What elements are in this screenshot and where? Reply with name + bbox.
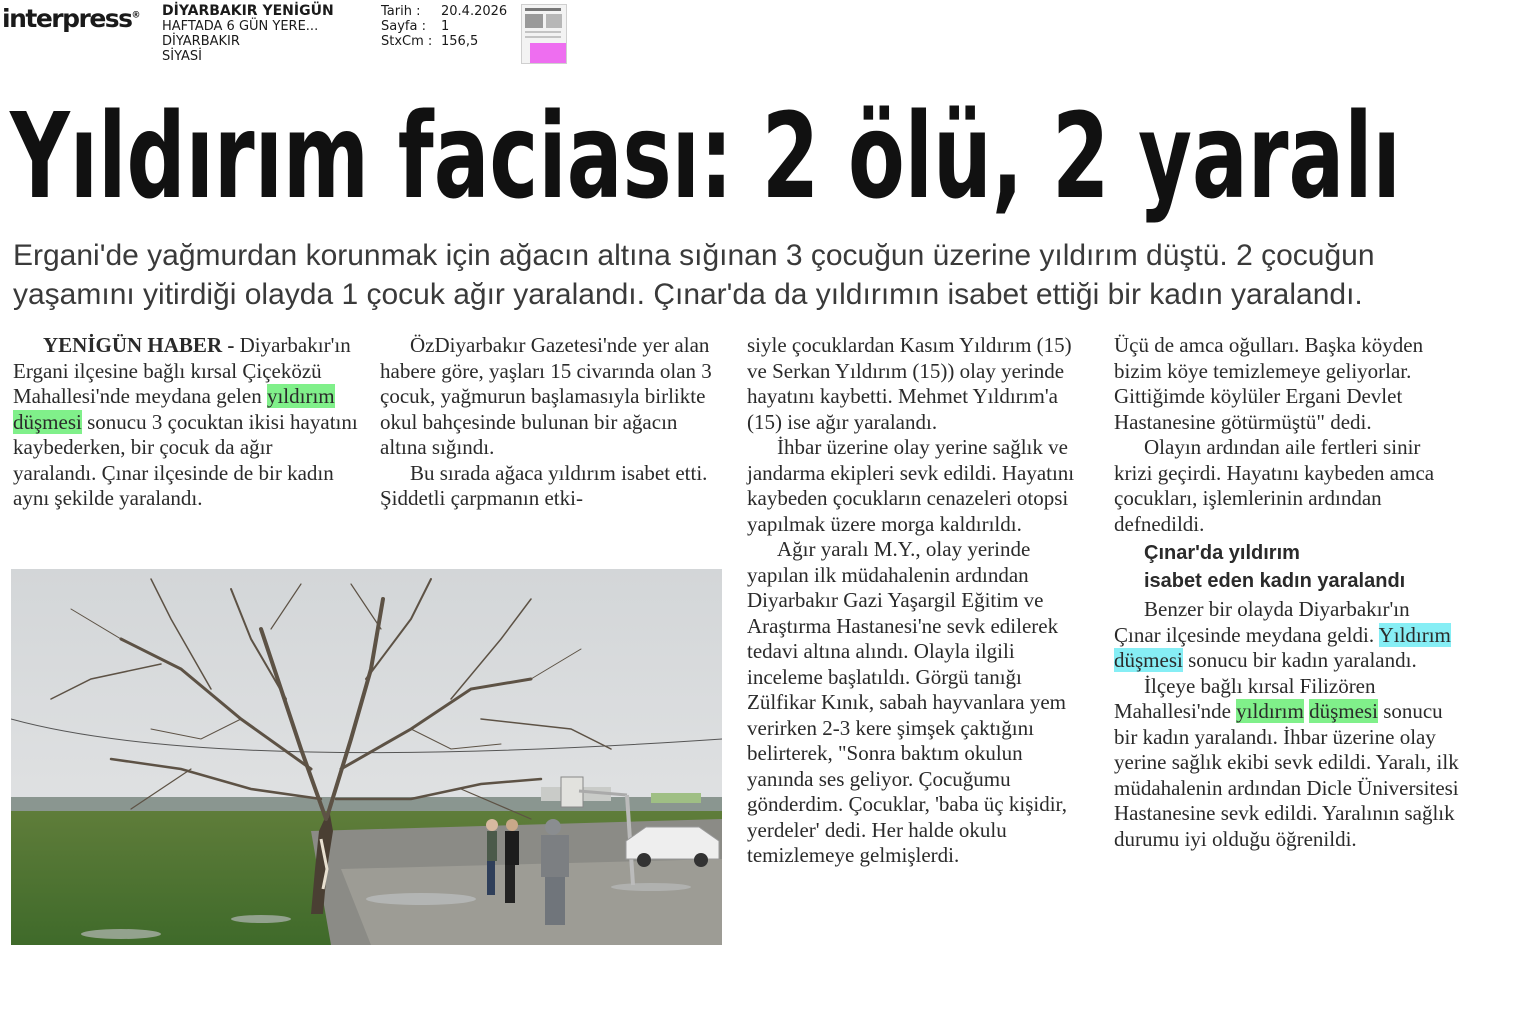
page-label: Sayfa : bbox=[381, 19, 426, 34]
paragraph: Bu sırada ağaca yıldırım isabet etti. Şiddetli çarpmanın etki- bbox=[380, 460, 708, 510]
search-highlight: Yıldırım bbox=[1378, 622, 1451, 647]
publication-city: DİYARBAKIR bbox=[162, 34, 240, 49]
paragraph: Ağır yaralı M.Y., olay yerinde yapılan ilk müdahalenin ardından Diyarbakır Gazi Yaşargil Eğitim ve Araştırma Hastanesi'ne sevk edilerek tedavi altına alındı. Olayla ilgili inceleme başlatıldı. Görgü tanığı Zülfikar Kınık, sabah hayvanlara yem verirken 2-3 kere şimşek çaktığını belirterek, "Sonra baktım okulun yanında ses geliyor. Çocuğumu gönderdim. Çocuklar, 'baba üç kişidir, yerdeler' dedi. Her halde okulu temizlemeye gelmişlerdi. bbox=[747, 537, 1067, 867]
paragraph: Üçü de amca oğulları. Başka köyden bizim köye temizlemeye geliyorlar. Gittiğimde köylüler Ergani Devlet Hastanesine götürmüştü" dedi. bbox=[1114, 333, 1424, 434]
interpress-logo: interpress® bbox=[2, 4, 141, 33]
search-highlight: düşmesi bbox=[1114, 648, 1183, 672]
clipping-meta bbox=[381, 4, 507, 49]
date-label: Tarih : bbox=[381, 4, 421, 19]
article-column-3 bbox=[747, 333, 1092, 869]
paragraph: İhbar üzerine olay yerine sağlık ve jandarma ekipleri sevk edildi. Hayatını kaybeden çocukların cenazeleri otopsi yapılmak üzere morga kaldırıldı. bbox=[747, 435, 1075, 536]
publication-name: DİYARBAKIR YENİGÜN bbox=[162, 3, 334, 19]
page-value: 1 bbox=[441, 19, 450, 34]
article-column-4 bbox=[1114, 333, 1459, 852]
publication-frequency: HAFTADA 6 GÜN YERE... bbox=[162, 19, 319, 34]
page-thumbnail[interactable] bbox=[521, 4, 567, 64]
paragraph: ÖzDiyarbakır Gazetesi'nde yer alan habere göre, yaşları 15 civarında olan 3 çocuk, yağmurun başlamasıyla birlikte okul bahçesinde bulunan bir ağacın altına sığındı. bbox=[380, 333, 712, 459]
paragraph: İlçeye bağlı kırsal Filizören Mahallesi'nde yıldırım düşmesi sonucu bir kadın yaralandı. İhbar üzerine olay yerine sağlık ekibi sevk edildi. Yaralı, ilk müdahalenin ardından Dicle Üniversitesi Hastanesine sevk edildi. Yaralının sağlık durumu iyi olduğu öğrenildi. bbox=[1114, 673, 1459, 851]
search-highlight: yıldırım bbox=[266, 384, 335, 408]
headline: Yıldırım faciası: 2 ölü, 2 yaralı bbox=[10, 87, 1401, 225]
date-value: 20.4.2026 bbox=[441, 4, 508, 19]
paragraph: Benzer bir olayda Diyarbakır'ın Çınar ilçesinde meydana geldi. Yıldırım düşmesi sonucu bir kadın yaralandı. bbox=[1114, 597, 1451, 672]
stxcm-value: 156,5 bbox=[441, 34, 479, 49]
subheadline: Ergani'de yağmurdan korunmak için ağacın altına sığınan 3 çocuğun üzerine yıldırım düştü. 2 çocuğun yaşamını yitirdiği olayda 1 çocuk ağır yaralandı. Çınar'da da yıldırımın isabet ettiği bir kadın yaralandı. bbox=[13, 239, 1375, 311]
stxcm-label: StxCm : bbox=[381, 34, 433, 49]
article-lead: YENİGÜN HABER - bbox=[43, 333, 235, 357]
article-column-2 bbox=[380, 333, 715, 512]
publication-info bbox=[162, 4, 334, 64]
paragraph: siyle çocuklardan Kasım Yıldırım (15) ve Serkan Yıldırım (15)) olay yerinde hayatını kaybetti. Mehmet Yıldırım'a (15) ise ağır yaralandı. bbox=[747, 333, 1072, 434]
thumbnail-highlight bbox=[530, 43, 566, 63]
search-highlight: düşmesi bbox=[1309, 699, 1378, 723]
publication-category: SİYASİ bbox=[162, 49, 202, 64]
article-column-1 bbox=[13, 333, 361, 512]
section-subtitle: Çınar'da yıldırım isabet eden kadın yaralandı bbox=[1144, 542, 1406, 592]
search-highlight: düşmesi bbox=[13, 409, 82, 434]
paragraph: Olayın ardından aile fertleri sinir krizi geçirdi. Hayatını kaybeden amca çocukları, işlemlerinin ardından defnedildi. bbox=[1114, 435, 1435, 536]
tree-photo-illustration bbox=[11, 569, 722, 945]
search-highlight: yıldırım bbox=[1236, 699, 1304, 723]
article-photo bbox=[11, 569, 722, 945]
paragraph: YENİGÜN HABER - Diyarbakır'ın Ergani ilçesine bağlı kırsal Çiçeközü Mahallesi'nde meydana gelen yıldırım düşmesi sonucu 3 çocuktan ikisi hayatını kaybederken, bir çocuk da ağır yaralandı. Çınar ilçesinde de bir kadın aynı şekilde yaralandı. bbox=[13, 333, 358, 510]
